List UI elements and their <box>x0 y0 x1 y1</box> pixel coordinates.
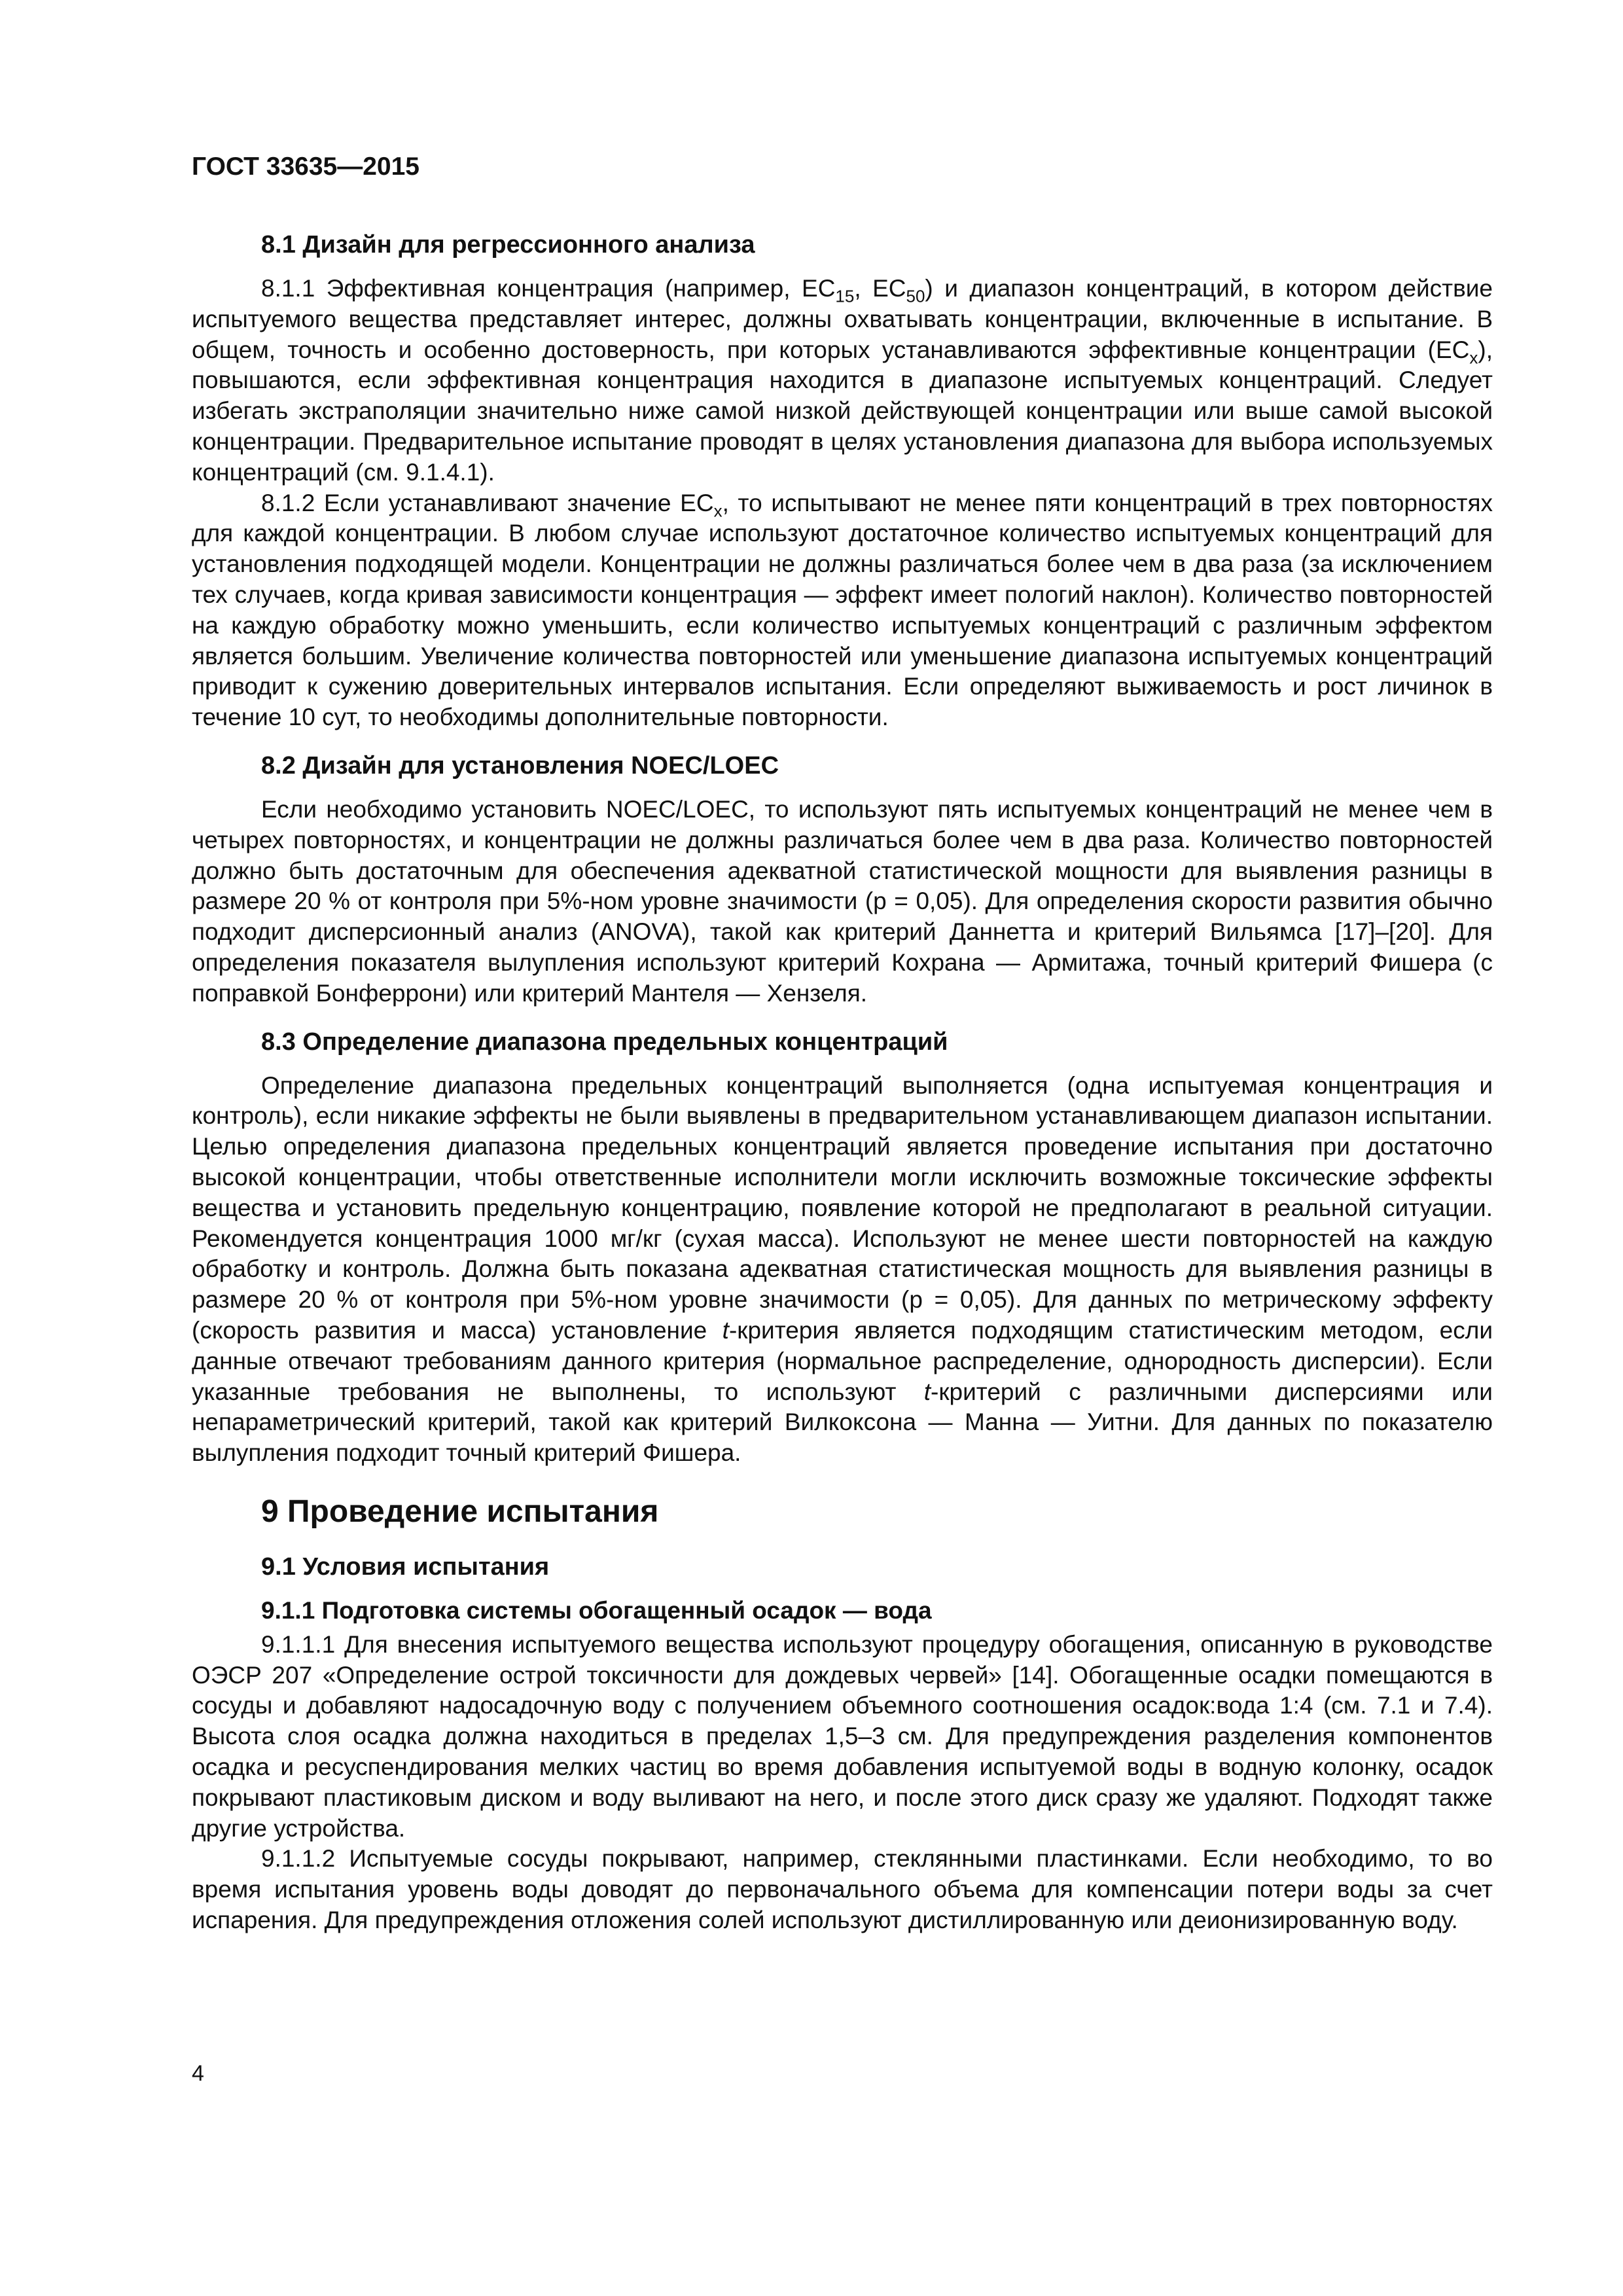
section-9-title: 9 Проведение испытания <box>261 1494 659 1529</box>
paragraph-8-1-1: 8.1.1 Эффективная концентрация (например, $EC_{15}$, $EC_{50}$) и диапазон концентраций, в котором действие испытуемого вещества представляет интерес, должны охватывать концентрации, включенные в испытание. В общем, точность и особенно достоверность, при которых устанавливаются эффективные концентрации $(EC_x)$, повышаются, если эффективная концентрация находится в диапазоне испытуемых концентраций. Следует избегать экстраполяции значительно ниже самой низкой действующей концентрации или выше самой высокой концентрации. Предварительное испытание проводят в целях установления диапазона для выбора используемых концентраций (см. 9.1.4.1). <box>192 275 1493 486</box>
document-page <box>192 131 1493 1936</box>
section-9-1-1-title: 9.1.1 Подготовка системы обогащенный осадок — вода <box>261 1596 932 1624</box>
paragraph-8-3: Определение диапазона предельных концентраций выполняется (одна испытуемая концентрация и контроль), если никакие эффекты не были выявлены в предварительном устанавливающем диапазон испытании. Целью определения диапазона предельных концентраций является проведение испытания при достаточно высокой концентрации, чтобы ответственные исполнители могли исключить возможные токсические эффекты вещества и установить предельную концентрацию, появление которой не предполагают в реальной ситуации. Рекомендуется концентрация 1000 мг/кг (сухая масса). Используют не менее шести повторностей на каждую обработку и контроль. Должна быть показана адекватная статистическая мощность для выявления разницы в размере 20 % от контроля при 5%-ном уровне значимости (р = 0,05). Для данных по метрическому эффекту (скорость развития и масса) установление t-критерия является подходящим статистическим методом, если данные отвечают требованиям данного критерия (нормальное распределение, однородность дисперсии). Если указанные требования не выполнены, то используют t-критерий с различными дисперсиями или непараметрический критерий, такой как критерий Вилкоксона — Манна — Уитни. Для данных по показателю вылупления подходит точный критерий Фишера. <box>192 1071 1493 1467</box>
document-header: ГОСТ 33635—2015 <box>192 152 419 181</box>
section-8-3-title: 8.3 Определение диапазона предельных концентраций <box>261 1028 948 1056</box>
section-8-2-title: 8.2 Дизайн для установления NOEC/LOEC <box>261 751 779 780</box>
paragraph-9-1-1-1: 9.1.1.1 Для внесения испытуемого вещества используют процедуру обогащения, описанную в руководстве ОЭСР 207 «Определение острой токсичности для дождевых червей» [14]. Обогащенные осадки помещаются в сосуды и добавляют надосадочную воду с получением объемного соотношения осадок:вода 1:4 (см. 7.1 и 7.4). Высота слоя осадка должна находиться в пределах 1,5–3 см. Для предупреждения разделения компонентов осадка и ресуспендирования мелких частиц во время добавления испытуемой воды в водную колонку, осадок покрывают пластиковым диском и воду выливают на него, и после этого диск сразу же удаляют. Подходят также другие устройства. <box>192 1630 1493 1842</box>
paragraph-8-2: Если необходимо установить NOEC/LOEC, то используют пять испытуемых концентраций не менее чем в четырех повторностях, и концентрации не должны различаться более чем в два раза. Количество повторностей должно быть достаточным для обеспечения адекватной статистической мощности для выявления разницы в размере 20 % от контроля при 5%-ном уровне значимости (р = 0,05). Для определения скорости развития обычно подходит дисперсионный анализ (ANOVA), такой как критерий Даннетта и критерий Вильямса [17]–[20]. Для определения показателя вылупления используют критерий Кохрана — Армитажа, точный критерий Фишера (с поправкой Бонферрони) или критерий Мантеля — Хензеля. <box>192 795 1493 1007</box>
page-number: 4 <box>192 2061 204 2086</box>
section-8-1-title: 8.1 Дизайн для регрессионного анализа <box>261 231 755 259</box>
section-9-1-title: 9.1 Условия испытания <box>261 1552 550 1581</box>
paragraph-9-1-1-2: 9.1.1.2 Испытуемые сосуды покрывают, например, стеклянными пластинками. Если необходимо, то во время испытания уровень воды доводят до первоначального объема для компенсации потери воды за счет испарения. Для предупреждения отложения солей используют дистиллированную или деионизированную воду. <box>192 1845 1493 1934</box>
paragraph-8-1-2: 8.1.2 Если устанавливают значение $EC_x$, то испытывают не менее пяти концентраций в трех повторностях для каждой концентрации. В любом случае используют достаточное количество испытуемых концентраций для установления подходящей модели. Концентрации не должны различаться более чем в два раза (за исключением тех случаев, когда кривая зависимости концентрация — эффект имеет пологий наклон). Количество повторностей на каждую обработку можно уменьшить, если количество испытуемых концентраций с различным эффектом является большим. Увеличение количества повторностей или уменьшение диапазона испытуемых концентраций приводит к сужению доверительных интервалов испытания. Если определяют выживаемость и рост личинок в течение 10 сут, то необходимы дополнительные повторности. <box>192 489 1493 731</box>
